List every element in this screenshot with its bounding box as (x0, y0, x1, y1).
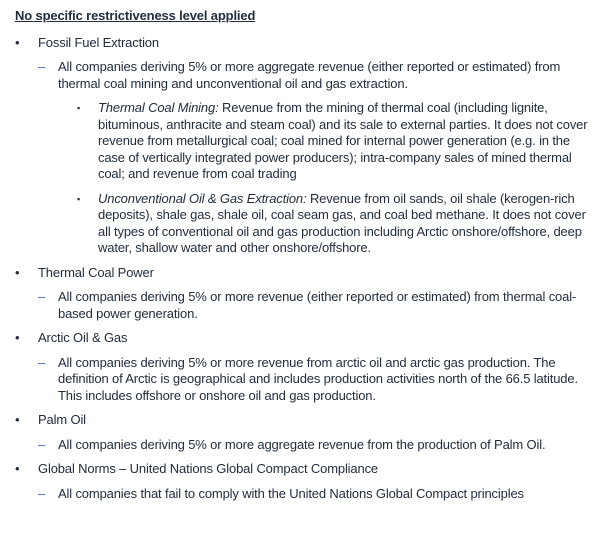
section-title: Thermal Coal Power (38, 264, 154, 280)
restriction-text: All companies deriving 5% or more revenue (either reported or estimated) from thermal coal-based power generation. (58, 289, 577, 321)
definition-item-thermal-coal-mining (0, 100, 588, 183)
section-title: Arctic Oil & Gas (38, 330, 128, 345)
restriction-text: All companies deriving 5% or more revenue from arctic oil and arctic gas production. The definition of Arctic is geographical and includes production activities north of the 66.5 latitude. This includes offshore or onshore oil and gas production. (58, 354, 578, 403)
definition-body: Revenue from the mining of thermal coal (including lignite, bituminous, anthracite and steam coal) and its sale to external parties. It does not cover revenue from metallurgical coal; coal mined for internal power generation (e.g. in the case of vertically integrated power producers); intra-company sales of mined thermal coal; and revenue from coal trading (98, 100, 588, 181)
dash-icon: – (38, 354, 46, 370)
restriction-item (0, 486, 588, 503)
definition-text (98, 191, 588, 257)
bullet-icon: • (15, 412, 20, 427)
dash-icon: – (38, 436, 46, 452)
definition-text (98, 100, 588, 183)
bullet-item-fossil-fuel-extraction (0, 35, 588, 52)
definition-term: Thermal Coal Mining: (98, 100, 219, 115)
restriction-text: All companies deriving 5% or more aggregate revenue from the production of Palm Oil. (58, 436, 546, 452)
dash-icon: – (38, 485, 46, 501)
definition-term: Unconventional Oil & Gas Extraction: (98, 190, 307, 206)
restriction-item (0, 289, 588, 322)
bullet-item-arctic-oil-gas (0, 330, 588, 347)
section-title: Global Norms – United Nations Global Compact Compliance (38, 461, 379, 476)
bullet-icon: • (15, 330, 20, 345)
page-title: No specific restrictiveness level applied (15, 8, 256, 23)
restriction-text: All companies that fail to comply with the United Nations Global Compact principles (58, 485, 524, 501)
definition-item-unconventional-oil-gas (0, 191, 588, 257)
square-bullet-icon: ▪ (77, 103, 81, 113)
bullet-icon: • (15, 461, 20, 476)
restriction-item (0, 59, 588, 92)
dash-icon: – (38, 59, 46, 74)
square-bullet-icon: ▪ (77, 193, 81, 204)
dash-icon: – (38, 289, 46, 304)
bullet-item-palm-oil (0, 412, 588, 429)
section-title: Fossil Fuel Extraction (38, 34, 159, 50)
bullet-icon: • (15, 34, 20, 50)
restriction-text: All companies deriving 5% or more aggregate revenue (either reported or estimated) from thermal coal mining and unconventional oil and gas extraction. (58, 59, 561, 91)
restriction-item (0, 355, 588, 405)
bullet-item-global-norms (0, 461, 588, 478)
definition-body: Revenue from oil sands, oil shale (kerogen-rich deposits), shale gas, shale oil, coal seam gas, and coal bed methane. It does not cover all types of conventional oil and gas production including Arctic onshore/offshore, deep water, shallow water and other onshore/offshore. (98, 190, 586, 255)
bullet-item-thermal-coal-power (0, 265, 588, 282)
section-title: Palm Oil (38, 412, 86, 427)
bullet-icon: • (15, 264, 20, 280)
restriction-item (0, 437, 588, 454)
